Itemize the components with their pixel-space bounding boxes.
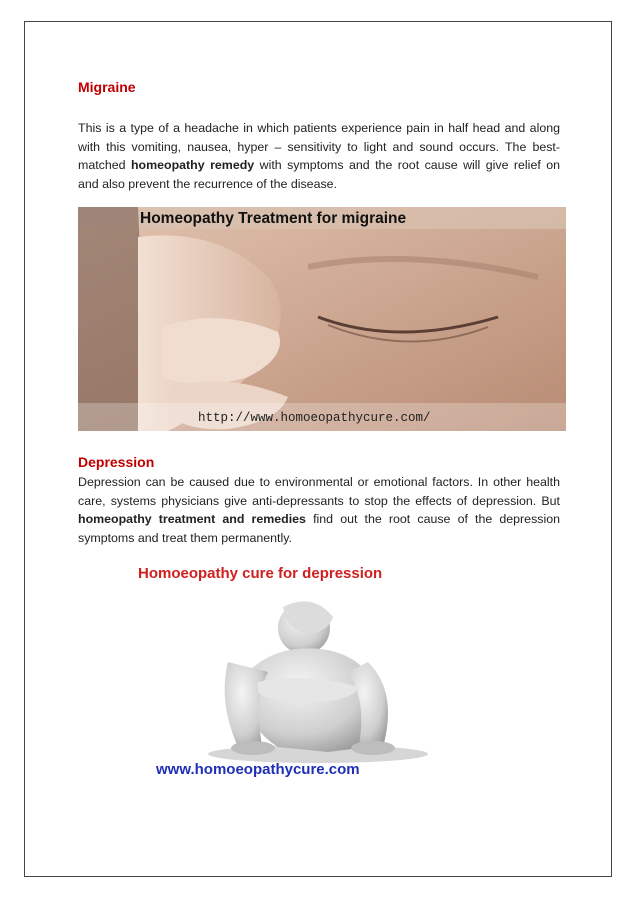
migraine-text-start: This is a type of a headache in which patients experience pain in half head and along with this vomiting, nausea, hyper – sensitivity to light and sound occurs. The best-matched [78,121,560,172]
depressed-figure-illustration [78,562,561,782]
depression-image-url: www.homoeopathycure.com [156,761,360,778]
depression-text-end: find out the root cause of the depression symptoms and treat them permanently. [78,512,560,545]
depression-paragraph [78,473,560,547]
migraine-image-url: http://www.homoeopathycure.com/ [198,411,431,425]
depression-text-start: Depression can be caused due to environmental or emotional factors. In other health care, systems physicians give anti-depressants to stop the effects of depression. But [78,475,560,508]
migraine-image-title: Homeopathy Treatment for migraine [140,210,407,227]
depression-image [78,562,561,782]
migraine-paragraph [78,119,560,193]
depression-heading: Depression [78,454,155,470]
migraine-image [78,207,566,431]
migraine-heading: Migraine [78,79,136,95]
homeopathy-remedy-bold: homeopathy remedy [130,158,255,172]
homeopathy-treatment-bold: homeopathy treatment and remedies [78,512,306,526]
migraine-photo-illustration [78,207,566,431]
depression-image-title: Homoeopathy cure for depression [138,565,383,582]
migraine-text-end: with symptoms and the root cause will give relief on and also prevent the recurrence of the disease. [78,158,560,191]
